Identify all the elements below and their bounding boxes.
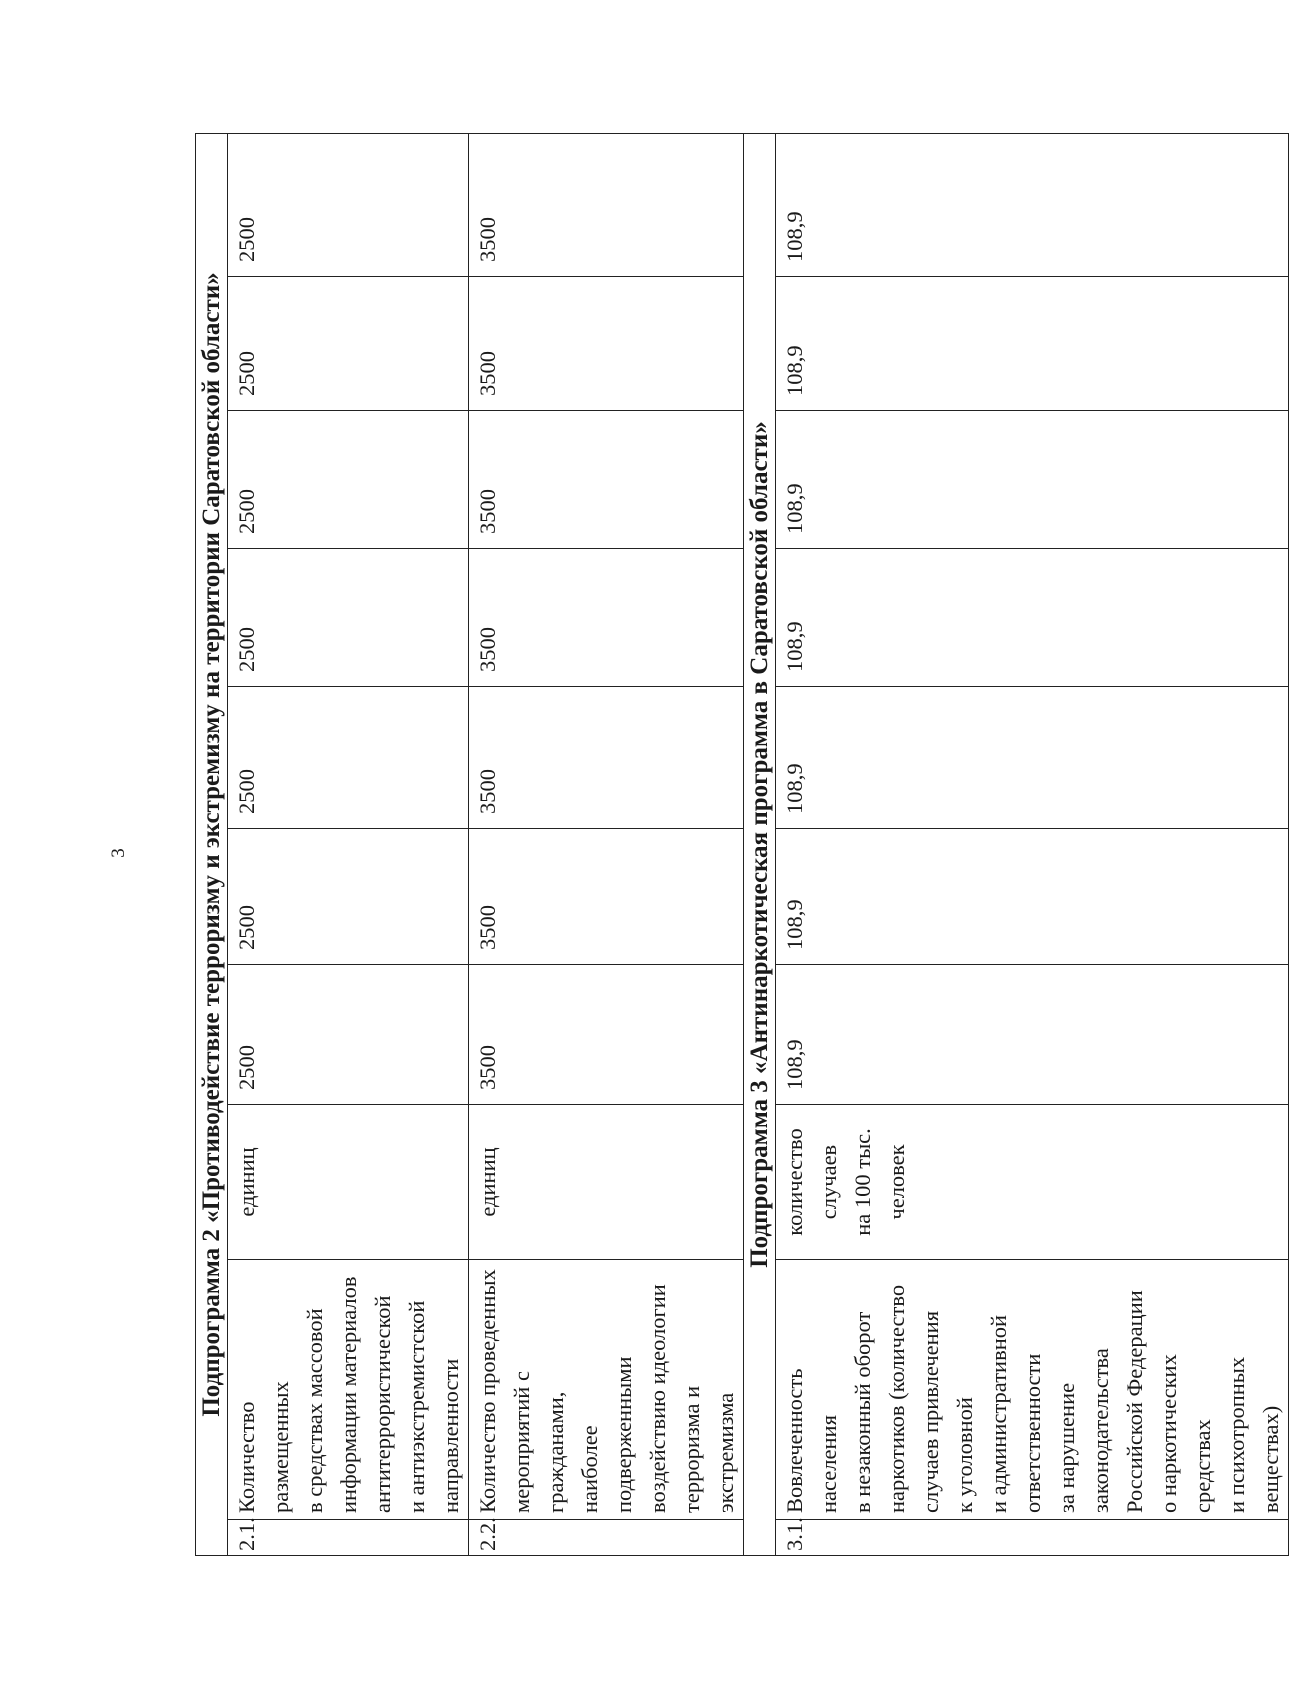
value-cell: 108,9	[776, 134, 1289, 277]
indicator-line: и административной	[986, 1314, 1011, 1513]
indicator-line: Количество размещенных	[234, 1381, 293, 1513]
indicator-line: за нарушение	[1054, 1382, 1079, 1513]
indicator-line: информации материалов	[336, 1276, 361, 1513]
value-cell: 2500	[228, 134, 469, 277]
indicator-line: направленности	[438, 1358, 463, 1513]
row-number: 2.1.	[228, 1520, 469, 1556]
value-cell: 3500	[469, 829, 744, 965]
table-row-3-1	[776, 134, 1289, 1556]
indicator-line: к уголовной	[952, 1397, 977, 1513]
unit-line: единиц	[475, 1147, 500, 1217]
indicator-cell	[776, 1260, 1289, 1520]
row-number: 3.1.	[776, 1520, 1289, 1556]
indicator-line: воздействию идеологии	[645, 1284, 670, 1513]
indicator-cell	[228, 1260, 469, 1520]
value-cell: 2500	[228, 965, 469, 1105]
value-cell: 2500	[228, 549, 469, 687]
value-cell: 2500	[228, 277, 469, 411]
indicator-line: наркотиков (количество	[884, 1284, 909, 1513]
value-cell: 2500	[228, 411, 469, 549]
indicator-line: ответственности	[1020, 1353, 1045, 1513]
value-cell: 108,9	[776, 687, 1289, 829]
section-header-row	[744, 134, 776, 1556]
value-cell: 108,9	[776, 277, 1289, 411]
indicators-table	[195, 133, 1289, 1556]
value-cell: 108,9	[776, 411, 1289, 549]
row-number: 2.2.	[469, 1520, 744, 1556]
unit-cell	[228, 1105, 469, 1260]
indicator-line: наиболее подверженными	[577, 1356, 636, 1513]
indicators-table-container	[195, 134, 1283, 1556]
value-cell: 3500	[469, 687, 744, 829]
unit-cell	[469, 1105, 744, 1260]
indicator-line: терроризма и экстремизма	[679, 1385, 738, 1513]
indicator-cell	[469, 1260, 744, 1520]
section-title-subprogram-3: Подпрограмма 3 «Антинаркотическая программа в Саратовской области»	[744, 134, 776, 1556]
value-cell: 108,9	[776, 965, 1289, 1105]
indicator-line: мероприятий с гражданами,	[509, 1371, 568, 1513]
value-cell: 3500	[469, 549, 744, 687]
unit-line: случаев	[816, 1144, 841, 1220]
indicator-line: антитеррористической	[370, 1295, 395, 1513]
indicator-line: случаев привлечения	[918, 1310, 943, 1513]
indicator-line: в средствах массовой	[302, 1308, 327, 1513]
indicator-line: и антиэкстремистской	[404, 1300, 429, 1513]
section-title-subprogram-2: Подпрограмма 2 «Противодействие терроризму и экстремизму на территории Саратовской области»	[196, 134, 228, 1556]
page-number: 3	[108, 848, 129, 858]
indicator-line: Количество проведенных	[475, 1269, 500, 1513]
value-cell: 3500	[469, 965, 744, 1105]
indicator-line: и психотропных веществах)	[1224, 1356, 1283, 1513]
unit-cell	[776, 1105, 1289, 1260]
indicator-line: Вовлеченность населения	[782, 1368, 841, 1513]
indicator-line: о наркотических средствах	[1156, 1354, 1215, 1513]
table-row-2-1	[228, 134, 469, 1556]
indicator-line: в незаконный оборот	[850, 1311, 875, 1513]
unit-line: количество	[782, 1128, 807, 1236]
table-row-2-2	[469, 134, 744, 1556]
indicator-line: законодательства	[1088, 1348, 1113, 1513]
unit-line: на 100 тыс.	[850, 1128, 875, 1236]
section-header-row	[196, 134, 228, 1556]
value-cell: 3500	[469, 411, 744, 549]
value-cell: 2500	[228, 829, 469, 965]
value-cell: 2500	[228, 687, 469, 829]
unit-line: единиц	[234, 1147, 259, 1217]
value-cell: 3500	[469, 134, 744, 277]
value-cell: 108,9	[776, 829, 1289, 965]
unit-line: человек	[884, 1144, 909, 1220]
indicator-line: Российской Федерации	[1122, 1290, 1147, 1513]
value-cell: 108,9	[776, 549, 1289, 687]
value-cell: 3500	[469, 277, 744, 411]
